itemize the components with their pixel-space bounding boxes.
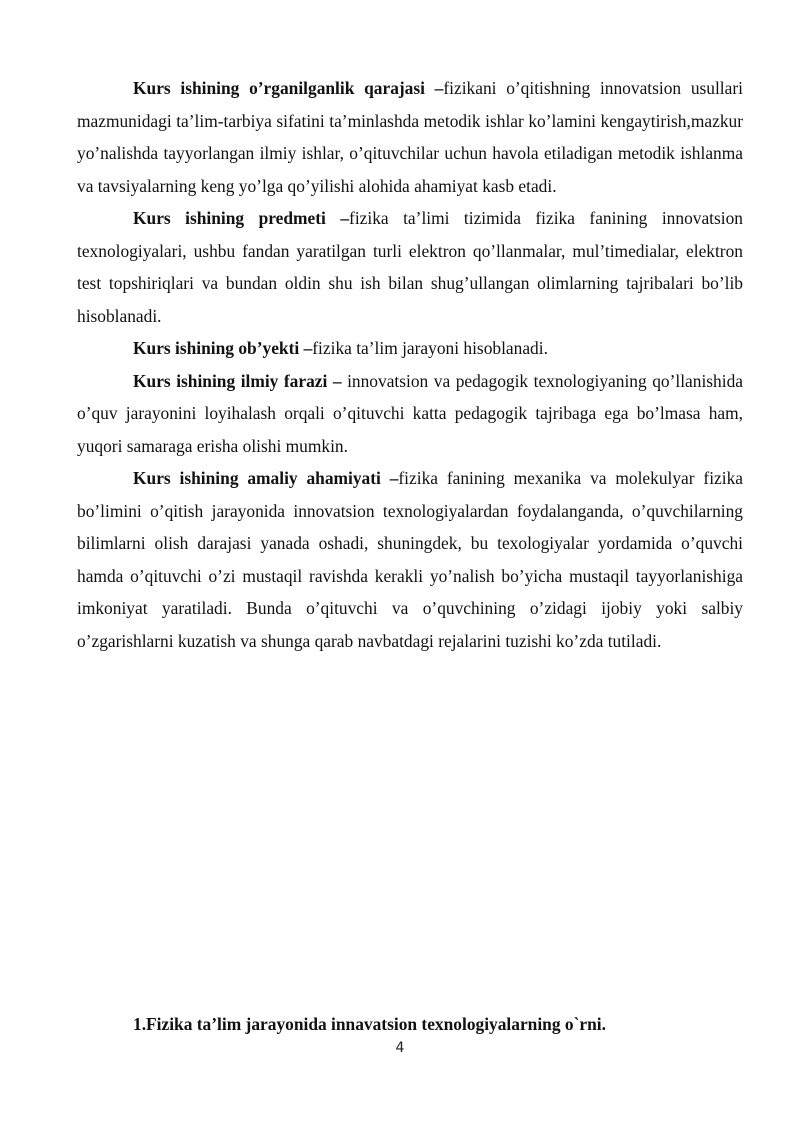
paragraph-object xyxy=(77,332,743,365)
paragraph-lead: Kurs ishining amaliy ahamiyati – xyxy=(133,468,399,488)
paragraph-hypothesis xyxy=(77,365,743,463)
paragraph-text: innovatsion va pedagogik texnologiyaning qo’llanishida o’quv jarayonini loyihalash orqali o’qituvchi katta pedagogik tajribaga ega bo’lmasa ham, yuqori samaraga erisha olishi mumkin. xyxy=(77,370,743,456)
page-number: 4 xyxy=(395,1040,405,1056)
paragraph-practical-significance xyxy=(77,462,743,657)
paragraph-lead: Kurs ishining ilmiy farazi – xyxy=(133,370,342,391)
paragraph-text: fizika ta’lim jarayoni hisoblanadi. xyxy=(312,338,548,358)
body-text xyxy=(77,72,743,657)
paragraph-text: fizika ta’limi tizimida fizika fanining innovatsion texnologiyalari, ushbu fandan yaratilgan turli elektron qo’llanmalar, mul’timedialar, elektron test topshiriqlari va bundan oldin shu ish bilan shug’ullangan olimlarning tajribalari bo’lib hisoblanadi. xyxy=(77,208,743,326)
paragraph-subject xyxy=(77,202,743,332)
section-heading: 1.Fizika ta’lim jarayonida innavatsion texnologiyalarning o`rni. xyxy=(133,1014,606,1034)
paragraph-text: fizikani o’qitishning innovatsion usullari mazmunidagi ta’lim-tarbiya sifatini ta’minlashda metodik ishlar ko’lamini kengaytirish,mazkur yo’nalishda tayyorlangan ilmiy ishlar, o’qituvchilar uchun havola etiladigan metodik ishlanma va tavsiyalarning keng yo’lga qo’yilishi alohida ahamiyat kasb etadi. xyxy=(77,78,743,196)
paragraph-lead: Kurs ishining o’rganilganlik qarajasi – xyxy=(133,78,444,98)
paragraph-lead: Kurs ishining ob’yekti – xyxy=(133,338,313,358)
paragraph-lead: Kurs ishining predmeti – xyxy=(133,208,350,228)
paragraph-text: fizika fanining mexanika va molekulyar fizika bo’limini o’qitish jarayonida innovatsion texnologiyalardan foydalanganda, o’quvchilarning bilimlarni olish darajasi yanada oshadi, shuningdek, bu texologiyalar yordamida o’quvchi hamda o’qituvchi o’zi mustaqil ravishda kerakli yo’nalish bo’yicha mustaqil tayyorlanishiga imkoniyat yaratiladi. Bunda o’qituvchi va o’quvchining o’zidagi ijobiy yoki salbiy o’zgarishlarni kuzatish va shunga qarab navbatdagi rejalarini tuzishi ko’zda tutiladi. xyxy=(77,468,743,651)
paragraph-study-degree xyxy=(77,72,743,202)
